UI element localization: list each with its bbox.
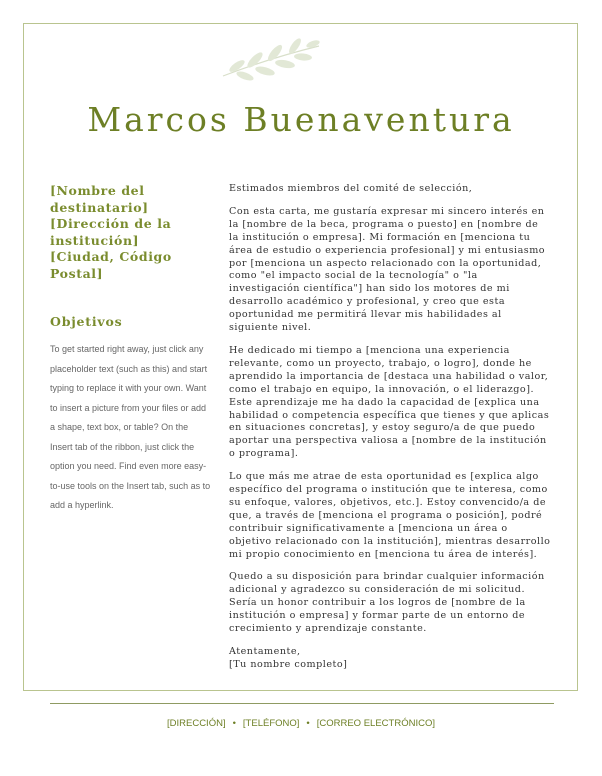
letter-paragraph: Con esta carta, me gustaría expresar mi sincero interés en la [nombre de la beca, programa o puesto] en [nombre de la institución o empresa]. Mi formación en [menciona tu área de estudio o experiencia profesional] y mi entusiasmo por [menciona un aspecto relacionado con la oportunidad, como "el impacto social de la tecnología" o "la investigación científica"] han sido los motores de mi desarrollo académico y profesional, y creo que esta oportunidad me permitirá llevar mis habilidades al siguiente nivel. bbox=[229, 205, 546, 334]
letter-greeting: Estimados miembros del comité de selección, bbox=[229, 183, 473, 194]
recipient-line: [Dirección de la bbox=[50, 216, 172, 231]
footer-phone[interactable]: [TELÉFONO] bbox=[242, 718, 300, 729]
recipient-line: destinatario] bbox=[50, 199, 149, 215]
objectives-body[interactable]: To get started right away, just click any placeholder text (such as this) and start typing to replace it with your own. Want to insert a picture from your files or add a shape, text box, or table? On the Insert tab of the ribbon, just click the option you need. Find even more easy-to-use tools on the Insert tab, such as to add a hyperlink. bbox=[50, 344, 211, 510]
letter-paragraph: Quedo a su disposición para brindar cualquier información adicional y agradezco su consideración de mi solicitud. Sería un honor contribuir a los logros de [nombre de la institución o empresa] y formar parte de un entorno de crecimiento y aprendizaje constante. bbox=[229, 571, 545, 635]
recipient-address bbox=[50, 183, 200, 282]
footer-address[interactable]: [DIRECCIÓN] bbox=[167, 718, 226, 729]
page-title: Marcos Buenaventura bbox=[87, 100, 515, 139]
olive-branch-icon bbox=[215, 36, 325, 84]
recipient-line: institución] bbox=[50, 232, 140, 248]
recipient-line: Postal] bbox=[50, 265, 104, 281]
letter-signature: [Tu nombre completo] bbox=[229, 658, 348, 670]
footer-contact bbox=[0, 718, 602, 729]
letter-paragraph: He dedicado mi tiempo a [menciona una experiencia relevante, como un proyecto, trabajo, o logro], donde he aprendido la importancia de [destaca una habilidad o valor, como el trabajo en equipo, la innovación, o el liderazgo]. Este aprendizaje me ha dado la capacidad de [explica una habilidad o competencia específica que tienes y que aplicas en situaciones concretas], y estoy seguro/a de que puedo aportar una perspectiva valiosa a [nombre de la institución o programa]. bbox=[229, 344, 550, 460]
letter-paragraph: Lo que más me atrae de esta oportunidad es [explica algo específico del programa o institución que te interesa, como su enfoque, valores, objetivos, etc.]. Estoy convencido/a de que, a través de [menciona el programa o posición], podré contribuir significativamente a [menciona un área o objetivo relacionado con la institución], mientras desarrollo mi propio conocimiento en [menciona tu área de interés]. bbox=[229, 471, 551, 560]
recipient-line: [Ciudad, Código bbox=[50, 249, 172, 264]
separator-dot: • bbox=[232, 718, 236, 729]
letter-closing: Atentamente, bbox=[229, 646, 301, 657]
separator-dot: • bbox=[306, 718, 310, 729]
footer-email[interactable]: [CORREO ELECTRÓNICO] bbox=[316, 718, 435, 729]
letter-body bbox=[229, 183, 551, 672]
objectives-heading: Objetivos bbox=[50, 314, 123, 329]
footer-divider bbox=[50, 703, 554, 704]
recipient-line: [Nombre del bbox=[50, 183, 145, 198]
